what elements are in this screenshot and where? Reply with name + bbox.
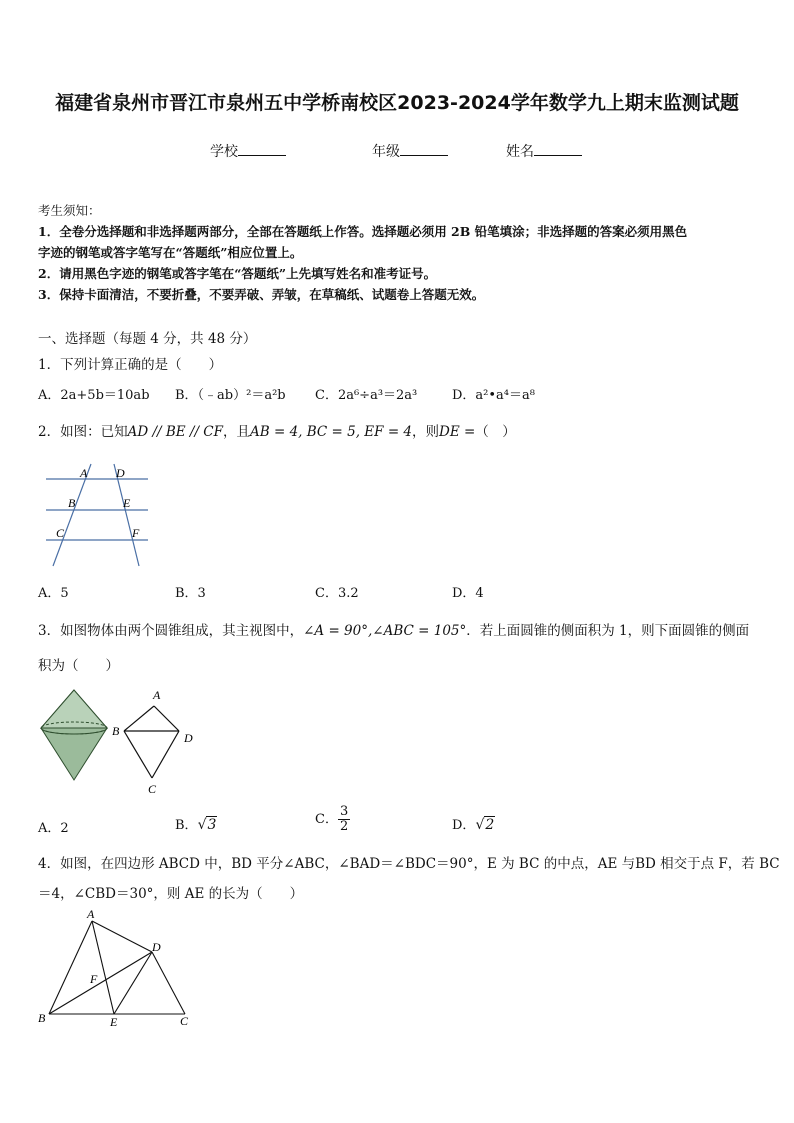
q2-label-b: B bbox=[68, 496, 76, 510]
page-title: 福建省泉州市晋江市泉州五中学桥南校区2023-2024学年数学九上期末监测试题 bbox=[55, 92, 739, 114]
q3-option-b-prefix: B． bbox=[175, 818, 198, 833]
q4-label-d: D bbox=[152, 940, 161, 954]
q2-stem-post: ，则 bbox=[412, 424, 440, 440]
q3-double-cone bbox=[41, 690, 107, 780]
q2-label-c: C bbox=[56, 526, 65, 540]
q2-option-a: A．5 bbox=[38, 586, 69, 601]
notice-heading: 考生须知： bbox=[38, 203, 101, 218]
q2-figure bbox=[38, 462, 158, 570]
q3-stem-post: ．若上面圆锥的侧面积为 1，则下面圆锥的侧面 bbox=[466, 623, 750, 639]
q3-label-d: D bbox=[184, 731, 193, 745]
school-field bbox=[210, 141, 286, 161]
q2-label-e: E bbox=[123, 496, 131, 510]
q3-option-c-denominator: 2 bbox=[339, 819, 349, 834]
q3-option-b-sqrt: √3 bbox=[197, 817, 217, 833]
q4-label-f: F bbox=[90, 972, 98, 986]
q4-figure bbox=[34, 906, 199, 1031]
q2-stem-mid: ，且 bbox=[223, 424, 250, 440]
q3-option-b-radicand: 3 bbox=[207, 817, 217, 833]
q3-option-d-prefix: D． bbox=[452, 818, 476, 833]
q3-figures bbox=[36, 688, 206, 798]
q4-stem-line2: ＝4，∠CBD＝30°，则 AE 的长为（ ） bbox=[38, 886, 304, 902]
q2-label-f: F bbox=[132, 526, 140, 540]
q2-ask: DE = bbox=[439, 424, 476, 440]
q4-label-c: C bbox=[180, 1014, 189, 1028]
q4-stem-line1: 4．如图，在四边形 ABCD 中，BD 平分∠ABC，∠BAD＝∠BDC＝90°，E 为 BC 的中点，AE 与BD 相交于点 F，若 BC bbox=[38, 856, 780, 872]
school-label: 学校 bbox=[210, 144, 238, 160]
grade-field bbox=[372, 141, 448, 161]
q1-stem: 1．下列计算正确的是（ ） bbox=[38, 357, 223, 373]
q3-label-a: A bbox=[153, 688, 161, 702]
section-heading: 一、选择题（每题 4 分，共 48 分） bbox=[38, 331, 257, 347]
q1-option-d: D．a²•a⁴＝a⁸ bbox=[452, 388, 535, 403]
school-blank bbox=[238, 143, 286, 156]
q2-parallel-condition: AD // BE // CF bbox=[127, 424, 223, 440]
q2-option-d: D．4 bbox=[452, 586, 484, 601]
q2-stem bbox=[38, 420, 516, 440]
q1-option-b: B．（﹣ab）²＝a²b bbox=[175, 388, 286, 403]
q3-stem bbox=[38, 619, 749, 639]
q2-option-b: B．3 bbox=[175, 586, 206, 601]
q2-label-d: D bbox=[116, 466, 125, 480]
name-blank bbox=[534, 143, 582, 156]
name-label: 姓名 bbox=[506, 144, 534, 160]
q3-option-c bbox=[315, 805, 350, 834]
q3-label-b: B bbox=[112, 724, 120, 738]
name-field bbox=[506, 141, 582, 161]
q4-quadrilateral bbox=[49, 921, 185, 1014]
q3-option-c-fraction bbox=[338, 805, 350, 834]
q2-length-condition: AB = 4, BC = 5, EF = 4 bbox=[250, 424, 413, 440]
q2-stem-end: （ ） bbox=[475, 424, 516, 440]
q3-option-b bbox=[175, 814, 217, 833]
q3-label-c: C bbox=[148, 782, 157, 796]
q3-option-c-prefix: C． bbox=[315, 812, 338, 827]
notice-item-1: 1．全卷分选择题和非选择题两部分，全部在答题纸上作答。选择题必须用 2B 铅笔填涂；非选择题的答案必须用黑色 bbox=[38, 224, 688, 239]
q3-stem-pre: 3．如图物体由两个圆锥组成，其主视图中， bbox=[38, 623, 304, 639]
q3-option-d-radicand: 2 bbox=[485, 817, 495, 833]
q4-label-b: B bbox=[38, 1011, 46, 1025]
q3-front-view bbox=[124, 706, 179, 778]
grade-blank bbox=[400, 143, 448, 156]
q2-label-a: A bbox=[80, 466, 88, 480]
q4-label-a: A bbox=[87, 907, 95, 921]
q1-option-c: C．2a⁶÷a³＝2a³ bbox=[315, 388, 418, 403]
notice-item-1-cont: 字迹的钢笔或答字笔写在“答题纸”相应位置上。 bbox=[38, 245, 303, 260]
q2-option-c: C．3.2 bbox=[315, 586, 359, 601]
grade-label: 年级 bbox=[372, 144, 400, 160]
notice-item-2: 2．请用黑色字迹的钢笔或答字笔在“答题纸”上先填写姓名和准考证号。 bbox=[38, 266, 437, 281]
q2-stem-pre: 2．如图：已知 bbox=[38, 424, 128, 440]
q3-option-c-numerator: 3 bbox=[339, 804, 349, 819]
q4-label-e: E bbox=[110, 1015, 118, 1029]
q3-angles: ∠A = 90°,∠ABC = 105° bbox=[303, 623, 467, 639]
q3-option-d bbox=[452, 814, 495, 833]
q3-option-d-sqrt: √2 bbox=[475, 817, 495, 833]
q3-option-a: A．2 bbox=[38, 821, 69, 836]
q3-stem-line2: 积为（ ） bbox=[38, 658, 119, 674]
q1-option-a: A．2a+5b＝10ab bbox=[38, 388, 150, 403]
notice-item-3: 3．保持卡面清洁，不要折叠，不要弄破、弄皱，在草稿纸、试题卷上答题无效。 bbox=[38, 287, 485, 302]
